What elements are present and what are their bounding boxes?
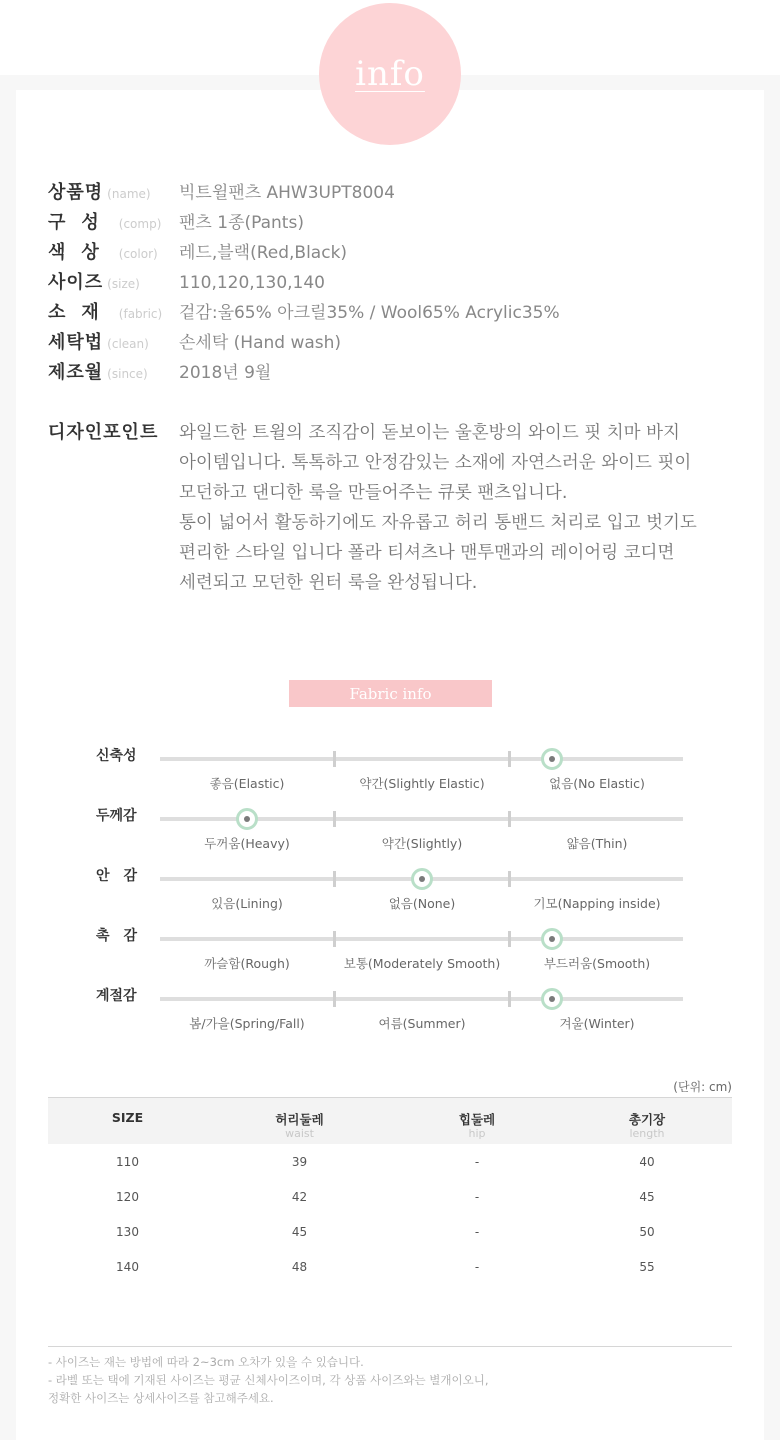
fabric-option: 약간(Slightly) [381, 836, 463, 851]
fabric-info-title-text: Fabric info [349, 684, 432, 703]
table-cell: - [474, 1259, 480, 1274]
spec-value: 110,120,130,140 [179, 273, 326, 293]
spec-sublabel: (size) [107, 277, 140, 291]
design-point-text [179, 418, 739, 598]
design-line: 통이 넓어서 활동하기에도 자유롭고 허리 통밴드 처리로 입고 벗기도 [179, 513, 697, 533]
size-table-header [48, 1097, 732, 1144]
fabric-scale-tick [508, 811, 511, 827]
design-line: 모던하고 댄디한 룩을 만들어주는 큐롯 팬츠입니다. [179, 483, 568, 503]
spec-sublabel: (fabric) [118, 307, 163, 321]
fabric-option: 약간(Slightly Elastic) [359, 776, 485, 791]
spec-row-since [48, 358, 748, 388]
spec-value: 손세탁 (Hand wash) [179, 333, 342, 353]
header-cell-hip: 힙둘레 hip [458, 1112, 496, 1140]
spec-sublabel: (since) [107, 367, 148, 381]
fabric-row-thickness [0, 806, 780, 866]
table-cell: 45 [291, 1224, 308, 1239]
spec-sublabel: (clean) [107, 337, 149, 351]
spec-label: 제조월 [48, 362, 104, 383]
size-unit-label: (단위: cm) [673, 1080, 732, 1094]
fabric-level-marker [411, 868, 433, 890]
fabric-level-marker [541, 748, 563, 770]
info-title: info [355, 54, 425, 94]
fabric-row-lining [0, 866, 780, 926]
fabric-option: 까슬함(Rough) [204, 956, 290, 971]
fabric-option: 두꺼움(Heavy) [204, 836, 290, 851]
fabric-row-label: 두께감 [96, 808, 137, 824]
spec-sublabel: (comp) [118, 217, 162, 231]
fabric-option: 보통(Moderately Smooth) [343, 956, 501, 971]
fabric-scale-tick [333, 751, 336, 767]
fabric-level-marker [236, 808, 258, 830]
spec-label: 상품명 [48, 182, 104, 203]
spec-row-color [48, 238, 748, 268]
table-cell: 140 [116, 1259, 139, 1274]
note-line: 정확한 사이즈는 상세사이즈를 참고해주세요. [48, 1391, 274, 1405]
table-row [48, 1144, 732, 1179]
fabric-row-label: 촉감 [96, 928, 152, 944]
table-row [48, 1179, 732, 1214]
fabric-scale-tick [333, 811, 336, 827]
design-point-label: 디자인포인트 [48, 422, 159, 443]
fabric-scale-tick [508, 871, 511, 887]
fabric-option: 겨울(Winter) [559, 1016, 635, 1031]
spec-row-name [48, 178, 748, 208]
fabric-scale-tick [508, 991, 511, 1007]
product-spec-list [48, 178, 748, 388]
fabric-row-touch [0, 926, 780, 986]
spec-label: 구성 [48, 212, 115, 233]
fabric-level-marker [541, 988, 563, 1010]
fabric-option: 없음(No Elastic) [549, 776, 645, 791]
spec-value: 빅트윌팬츠 AHW3UPT8004 [179, 183, 395, 203]
spec-row-size [48, 268, 748, 298]
spec-label: 세탁법 [48, 332, 104, 353]
table-cell: 130 [116, 1224, 139, 1239]
spec-sublabel: (color) [118, 247, 158, 261]
fabric-option: 좋음(Elastic) [209, 776, 285, 791]
spec-label: 사이즈 [48, 272, 104, 293]
table-cell: 40 [639, 1154, 655, 1169]
fabric-option: 없음(None) [388, 896, 456, 911]
fabric-row-label: 신축성 [96, 748, 137, 764]
fabric-option: 여름(Summer) [378, 1016, 466, 1031]
size-table [48, 1097, 732, 1284]
size-notes [48, 1346, 732, 1407]
spec-sublabel: (name) [107, 187, 151, 201]
design-line: 세련되고 모던한 윈터 룩을 완성됩니다. [179, 573, 478, 593]
spec-label: 소재 [48, 302, 115, 323]
fabric-scale-tick [508, 751, 511, 767]
fabric-scale-tick [333, 931, 336, 947]
table-cell: 39 [291, 1154, 308, 1169]
fabric-row-label: 계절감 [96, 988, 137, 1004]
spec-value: 레드,블랙(Red,Black) [179, 243, 348, 263]
table-cell: 45 [639, 1189, 655, 1204]
table-cell: 110 [116, 1154, 139, 1169]
design-point [48, 418, 748, 598]
table-cell: 55 [639, 1259, 655, 1274]
info-header-circle [319, 3, 461, 145]
fabric-row-season [0, 986, 780, 1046]
header-cell-waist: 허리둘레 waist [275, 1112, 324, 1140]
fabric-option: 부드러움(Smooth) [543, 956, 651, 971]
table-cell: 120 [116, 1189, 139, 1204]
spec-value: 팬츠 1종(Pants) [179, 213, 304, 233]
table-row [48, 1249, 732, 1284]
design-line: 아이템입니다. 톡톡하고 안정감있는 소재에 자연스러운 와이드 핏이 [179, 453, 692, 473]
fabric-option: 있음(Lining) [211, 896, 283, 911]
design-line: 편리한 스타일 입니다 폴라 티셔츠나 맨투맨과의 레이어링 코디면 [179, 543, 675, 563]
table-cell: - [474, 1224, 480, 1239]
table-cell: - [474, 1189, 480, 1204]
fabric-level-marker [541, 928, 563, 950]
spec-row-fabric [48, 298, 748, 328]
spec-row-comp [48, 208, 748, 238]
table-cell: - [474, 1154, 480, 1169]
table-row [48, 1214, 732, 1249]
table-cell: 42 [291, 1189, 308, 1204]
fabric-scale-bar [160, 757, 683, 761]
fabric-info-title [289, 680, 492, 707]
fabric-option: 기모(Napping inside) [533, 896, 661, 911]
header-cell-size: SIZE [111, 1110, 144, 1125]
fabric-row-label: 안감 [96, 868, 152, 884]
fabric-scale-bar [160, 937, 683, 941]
fabric-option: 봄/가을(Spring/Fall) [189, 1016, 305, 1031]
table-cell: 48 [291, 1259, 308, 1274]
spec-value: 겉감:울65% 아크릴35% / Wool65% Acrylic35% [179, 303, 560, 323]
spec-row-clean [48, 328, 748, 358]
fabric-option: 얇음(Thin) [566, 836, 628, 851]
fabric-scale-bar [160, 997, 683, 1001]
fabric-scale-tick [333, 871, 336, 887]
note-line: - 라벨 또는 택에 기재된 사이즈는 평균 신체사이즈이며, 각 상품 사이즈와는 별개이오니, [48, 1373, 489, 1387]
fabric-row-elasticity [0, 746, 780, 806]
note-line: - 사이즈는 재는 방법에 따라 2~3cm 오차가 있을 수 있습니다. [48, 1355, 364, 1369]
fabric-scale-tick [508, 931, 511, 947]
spec-value: 2018년 9월 [179, 363, 272, 383]
header-cell-length: 총기장 length [628, 1112, 666, 1140]
table-cell: 50 [639, 1224, 655, 1239]
spec-label: 색상 [48, 242, 115, 263]
fabric-scale-tick [333, 991, 336, 1007]
design-line: 와일드한 트윌의 조직감이 돋보이는 울혼방의 와이드 핏 치마 바지 [179, 423, 680, 443]
